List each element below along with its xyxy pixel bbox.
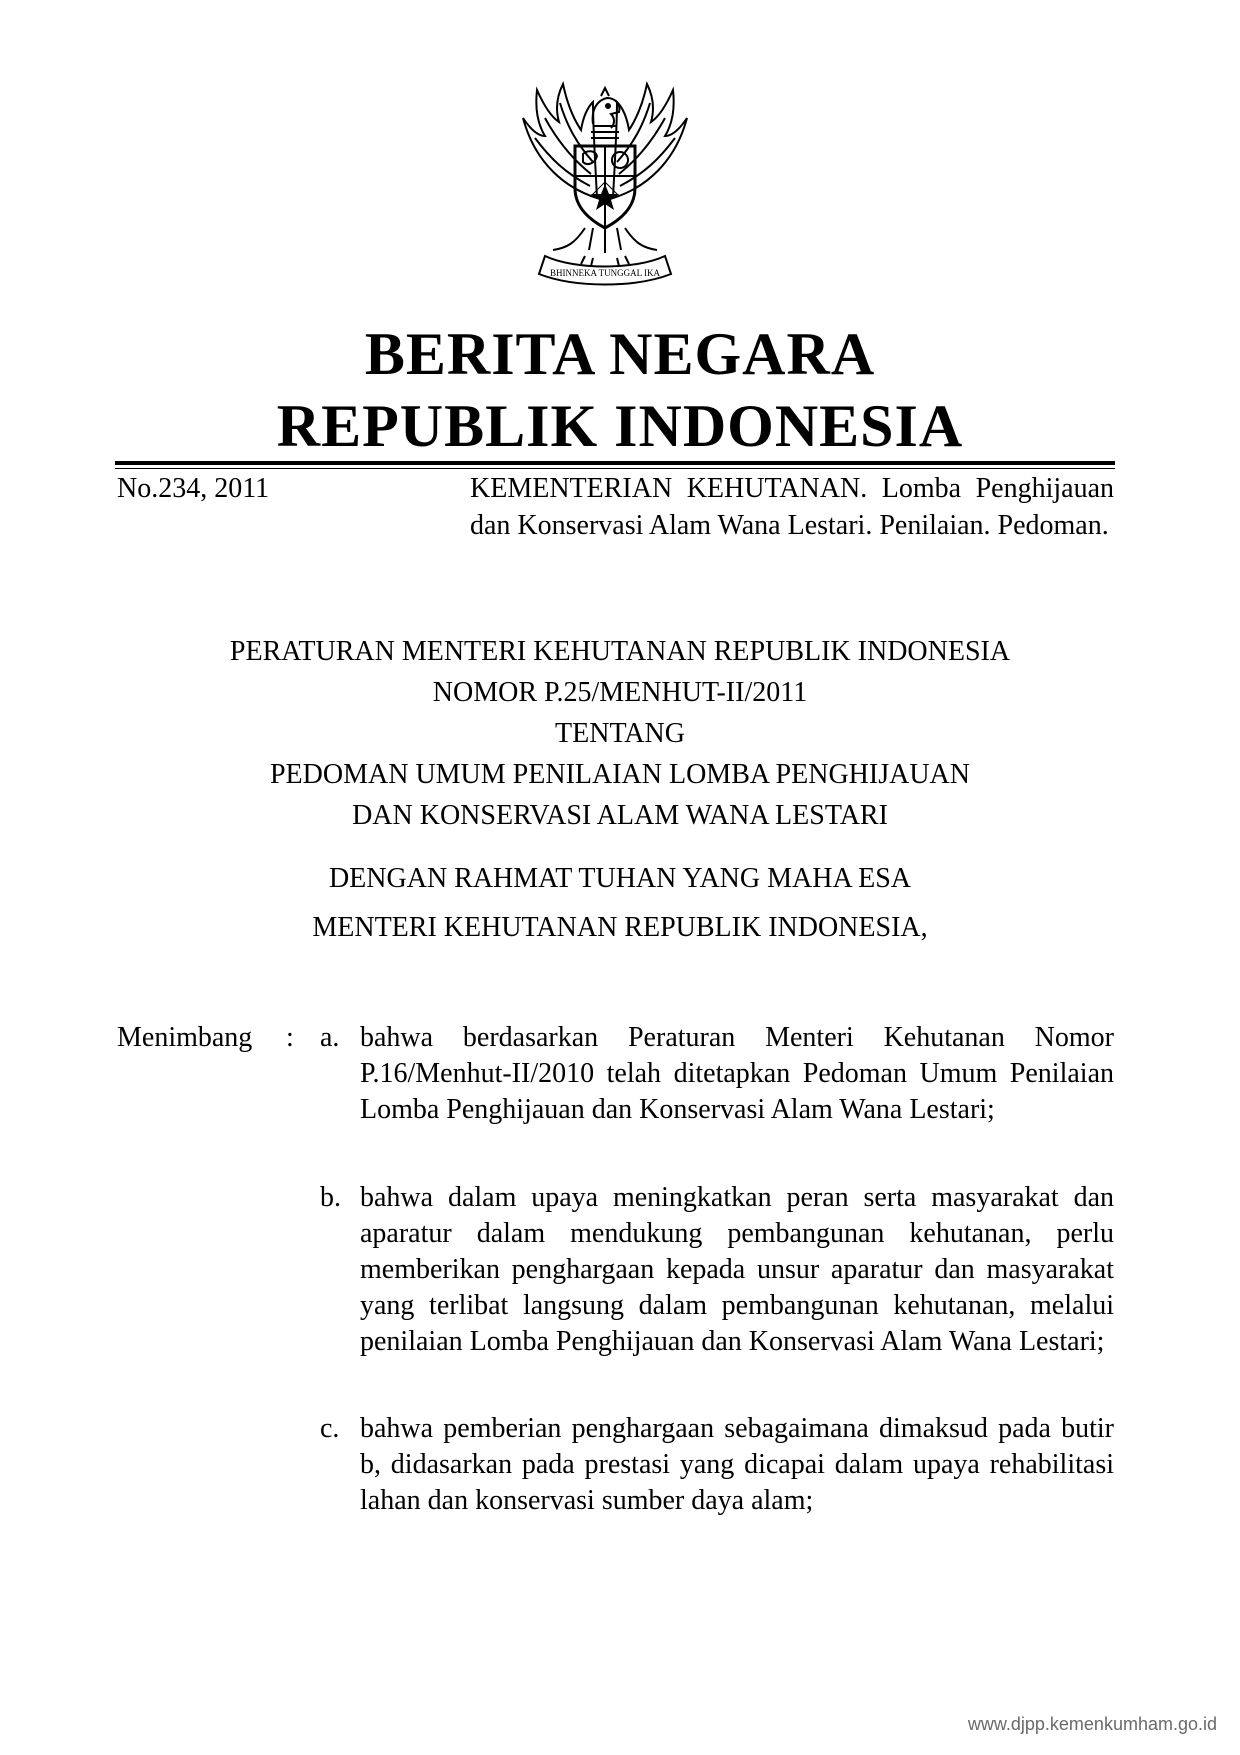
regulation-subject-line1: PEDOMAN UMUM PENILAIAN LOMBA PENGHIJAUAN <box>269 759 970 790</box>
considering-colon: : <box>286 1022 294 1053</box>
regulation-about: TENTANG <box>555 718 685 749</box>
header-divider-thick <box>115 461 1115 465</box>
regulation-number: NOMOR P.25/MENHUT-II/2011 <box>432 677 808 708</box>
considering-item-letter: c. <box>320 1413 340 1444</box>
invocation: DENGAN RAHMAT TUHAN YANG MAHA ESA <box>328 863 912 894</box>
svg-text:BHINNEKA TUNGGAL IKA: BHINNEKA TUNGGAL IKA <box>550 268 660 278</box>
issuing-authority: MENTERI KEHUTANAN REPUBLIK INDONESIA, <box>312 912 928 943</box>
considering-item-text: bahwa berdasarkan Peraturan Menteri Kehutanan Nomor P.16/Menhut-II/2010 telah ditetapkan Pedoman Umum Penilaian Lomba Penghijauan dan Konservasi Alam Wana Lestari; <box>360 1022 1114 1125</box>
source-url-watermark: www.djpp.kemenkumham.go.id <box>967 1714 1217 1734</box>
considering-item-letter: b. <box>320 1182 341 1213</box>
considering-label: Menimbang <box>117 1022 253 1053</box>
garuda-emblem-icon <box>505 78 705 298</box>
considering-item-text: bahwa dalam upaya meningkatkan peran serta masyarakat dan aparatur dalam mendukung pembangunan kehutanan, perlu memberikan penghargaan kepada unsur aparatur dan masyarakat yang terlibat langsung dalam pembangunan kehutanan, melalui penilaian Lomba Penghijauan dan Konservasi Alam Wana Lestari; <box>360 1182 1114 1357</box>
masthead-title: BERITA NEGARA <box>364 321 876 387</box>
masthead-subtitle: REPUBLIK INDONESIA <box>276 393 964 459</box>
considering-item-letter: a. <box>320 1022 340 1053</box>
gazette-summary: KEMENTERIAN KEHUTANAN. Lomba Penghijauan dan Konservasi Alam Wana Lestari. Penilaian. Pedoman. <box>470 473 1114 541</box>
considering-item-text: bahwa pemberian penghargaan sebagaimana dimaksud pada butir b, didasarkan pada prestasi yang dicapai dalam upaya rehabilitasi lahan dan konservasi sumber daya alam; <box>360 1413 1114 1516</box>
header-divider-thin <box>115 468 1115 469</box>
regulation-subject-line2: DAN KONSERVASI ALAM WANA LESTARI <box>352 800 888 831</box>
gazette-number: No.234, 2011 <box>117 473 270 504</box>
regulation-title: PERATURAN MENTERI KEHUTANAN REPUBLIK INDONESIA <box>229 636 1011 667</box>
